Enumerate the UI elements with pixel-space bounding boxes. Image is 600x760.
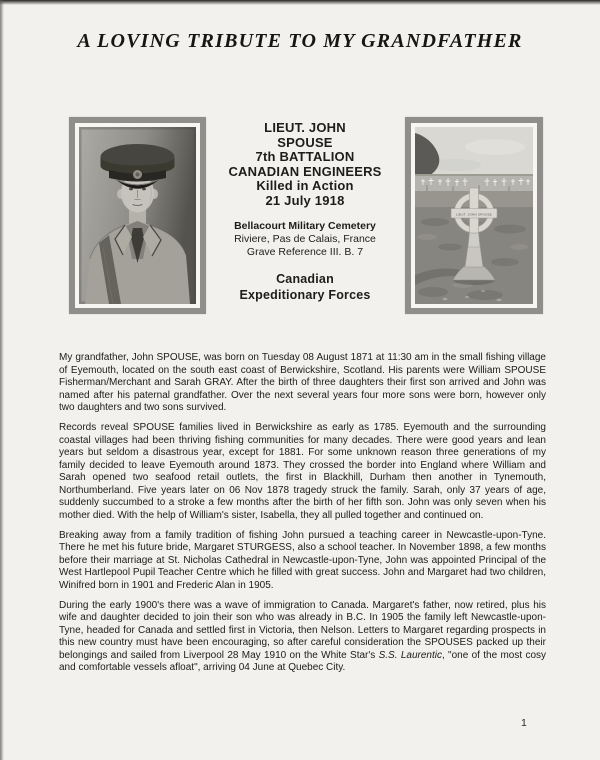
paragraph-text: Records reveal SPOUSE families lived in Berwickshire as early as 1785. Eyemouth and the surrounding coastal villages had been thriving fishing communities for many decades. There were good years and lean years but seldom a disastrous year, except for 1881. For some unknown reason three generations of my family decided to leave Eyemouth around 1873. They crossed the border into England where William and Sarah opened two seafood retail outlets, the first in Blackhill, Durham then another in Tynemouth, Northumberland. Five years later on 06 Nov 1878 tragedy struck the family. Sarah, only 37 years of age, suddenly succumbed to a stroke a few months after the birth of her fifth son. John was only seven when his mother died. With the help of William's sister, Isabella, they all pulled together and continued on. <box>59 422 546 521</box>
portrait-photo-mat <box>75 123 200 308</box>
cemetery-block <box>213 220 397 259</box>
grave-reference: Grave Reference III. B. 7 <box>246 246 364 258</box>
paragraph-text: , "one of the most cosy and comfortable vessels afloat", arriving 04 June at Quebec City. <box>59 649 547 673</box>
memorial-name-line: Killed in Action <box>256 178 354 193</box>
paragraph-text: During the early 1900's there was a wave of immigration to Canada. Margaret's father, now retired, plus his wife and daughter decided to join their son who was already in B.C. In 1905 the family left Newcastle-upon-Tyne, headed for Canada and settled first in Victoria, then Nelson. Letters to Margaret regarding prospects in this new country must have been encouraging, so after careful consideration the SPOUSES packed up their belongings and sailed from Liverpool 28 May 1910 on the White Star's <box>59 599 546 661</box>
page-number: 1 <box>521 717 527 729</box>
ship-name-italic: S.S. Laurentic <box>378 649 442 661</box>
cemetery-name: Bellacourt Military Cemetery <box>234 220 376 232</box>
body-paragraph <box>59 422 546 522</box>
memorial-name-line: 21 July 1918 <box>265 192 345 208</box>
memorial-name-line: 7th BATTALION <box>255 149 355 164</box>
grave-photo-mat <box>411 123 537 308</box>
portrait-photo-frame <box>69 117 206 314</box>
force-line: Canadian <box>276 272 334 286</box>
scan-edge-artifact-top <box>0 0 600 5</box>
expeditionary-forces-block <box>213 272 397 303</box>
memorial-block <box>213 121 397 303</box>
body-paragraph <box>59 352 546 415</box>
body-text <box>59 352 546 682</box>
scan-edge-artifact-left <box>0 0 4 760</box>
grave-photo-frame <box>405 117 543 314</box>
memorial-name-line: LIEUT. JOHN <box>264 120 346 135</box>
force-line: Expeditionary Forces <box>239 287 371 302</box>
portrait-photo <box>79 127 196 304</box>
page-title: A LOVING TRIBUTE TO MY GRANDFATHER <box>77 30 523 52</box>
grave-inscription: LIEUT. JOHN SPOUSE <box>456 212 492 217</box>
body-paragraph <box>59 530 546 593</box>
cemetery-location: Riviere, Pas de Calais, France <box>234 233 376 245</box>
memorial-name-line: CANADIAN ENGINEERS <box>228 163 382 179</box>
paragraph-text: My grandfather, John SPOUSE, was born on Tuesday 08 August 1871 at 11:30 am in the small fishing village of Eyemouth, located on the south east coast of Berwickshire, Scotland. His parents were William SPOUSE Fisherman/Merchant and Sarah GRAY. After the birth of three daughters their first son arrived and John was named after his paternal grandfather. Over the next several years four more sons were born, however only two daughters and two sons survived. <box>59 352 546 413</box>
memorial-name-lines <box>213 121 397 208</box>
memorial-name-line: SPOUSE <box>277 134 333 150</box>
paragraph-text: Breaking away from a family tradition of fishing John pursued a teaching career in Newcastle-upon-Tyne. There he met his future bride, Margaret STURGESS, also a school teacher. In November 1898, a few months before their marriage at St. Nicholas Cathedral in Newcastle-upon-Tyne, John was appointed Principal of the West Hartlepool Pupil Teacher Centre which he filled with great success. John and Margaret had two children, Winifred born in 1901 and Frederic Alan in 1905. <box>59 529 546 591</box>
body-paragraph <box>59 600 546 675</box>
grave-photo <box>415 127 533 304</box>
